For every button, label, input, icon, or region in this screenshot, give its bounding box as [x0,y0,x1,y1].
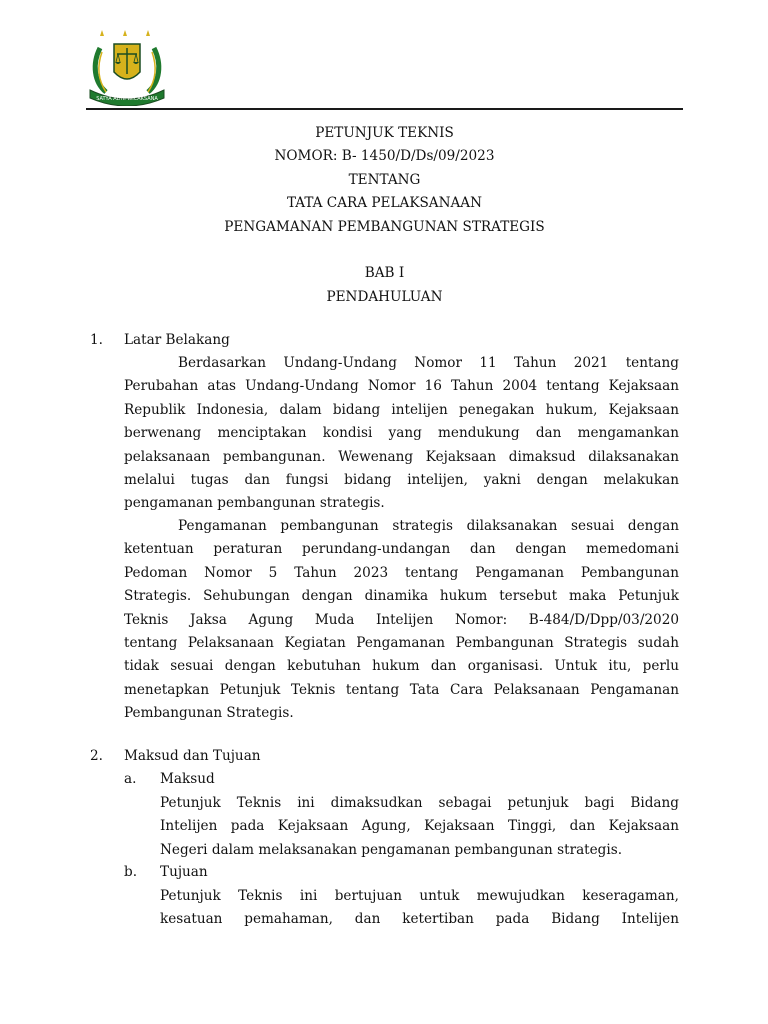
title-line-2: NOMOR: B- 1450/D/Ds/09/2023 [274,148,495,165]
paragraph-line: kesatuan pemahaman, dan ketertiban pada Bidang Intelijen [160,911,679,928]
paragraph-line: Pembangunan Strategis. [124,705,294,722]
paragraph-line: Perubahan atas Undang-Undang Nomor 16 Tahun 2004 tentang Kejaksaan [124,378,679,395]
chapter-label: BAB I [364,265,405,282]
subsection-b-label: b. [124,864,138,880]
svg-text:SATYA ADHI WICAKSANA: SATYA ADHI WICAKSANA [96,96,158,102]
paragraph-line: Berdasarkan Undang-Undang Nomor 11 Tahun 2021 tentang [178,355,679,371]
document-title-block [86,122,683,309]
subsection-b-heading: Tujuan [160,864,208,880]
subsection-a-paragraph [160,792,679,862]
title-line-5: PENGAMANAN PEMBANGUNAN STRATEGIS [224,218,545,235]
kejaksaan-emblem-logo [86,28,168,106]
section-1-paragraph-1 [124,352,679,516]
subsection-a-heading: Maksud [160,771,215,787]
paragraph-line: Republik Indonesia, dalam bidang intelijen penegakan hukum, Kejaksaan [124,401,679,418]
paragraph-line: Petunjuk Teknis ini bertujuan untuk mewujudkan keseragaman, [160,888,679,904]
section-1-paragraph-2 [124,515,679,726]
paragraph-line: Pengamanan pembangunan strategis dilaksanakan sesuai dengan [178,518,679,534]
star-icon [123,30,127,36]
section-1-number: 1. [90,332,103,348]
paragraph-line: Strategis. Sehubungan dengan dinamika hukum tersebut maka Petunjuk [124,588,679,605]
star-icon [146,30,150,36]
paragraph-line: Intelijen pada Kejaksaan Agung, Kejaksaan Tinggi, dan Kejaksaan [160,818,679,835]
title-line-3: TENTANG [348,171,421,188]
title-line-1: PETUNJUK TEKNIS [315,125,454,141]
section-1-heading: Latar Belakang [124,332,230,348]
paragraph-line: berwenang menciptakan kondisi yang mendukung dan mengamankan [124,425,679,442]
title-line-4: TATA CARA PELAKSANAAN [286,195,483,212]
paragraph-line: Teknis Jaksa Agung Muda Intelijen Nomor: B-484/D/Dpp/03/2020 [124,611,679,628]
paragraph-line: melalui tugas dan fungsi bidang intelijen, yakni dengan melakukan [124,472,679,489]
paragraph-line: menetapkan Petunjuk Teknis tentang Tata Cara Pelaksanaan Pengamanan [124,681,679,698]
paragraph-line: Pedoman Nomor 5 Tahun 2023 tentang Pengamanan Pembangunan [124,564,679,581]
section-2-heading: Maksud dan Tujuan [124,748,261,764]
paragraph-line: Negeri dalam melaksanakan pengamanan pembangunan strategis. [160,841,623,858]
paragraph-line: tidak sesuai dengan kebutuhan hukum dan organisasi. Untuk itu, perlu [124,658,679,675]
paragraph-line: tentang Pelaksanaan Kegiatan Pengamanan Pembangunan Strategis sudah [124,635,679,652]
paragraph-line: pengamanan pembangunan strategis. [124,495,385,512]
paragraph-line: pelaksanaan pembangunan. Wewenang Kejaksaan dimaksud dilaksanakan [124,448,679,465]
paragraph-line: Petunjuk Teknis ini dimaksudkan sebagai petunjuk bagi Bidang [160,795,679,811]
header-rule [86,108,683,110]
subsection-b-paragraph [160,885,679,932]
paragraph-line: ketentuan peraturan perundang-undangan dan dengan memedomani [124,541,679,558]
chapter-name: PENDAHULUAN [326,288,443,305]
section-2-number: 2. [90,748,103,764]
star-icon [100,30,104,36]
subsection-a-label: a. [124,771,137,787]
